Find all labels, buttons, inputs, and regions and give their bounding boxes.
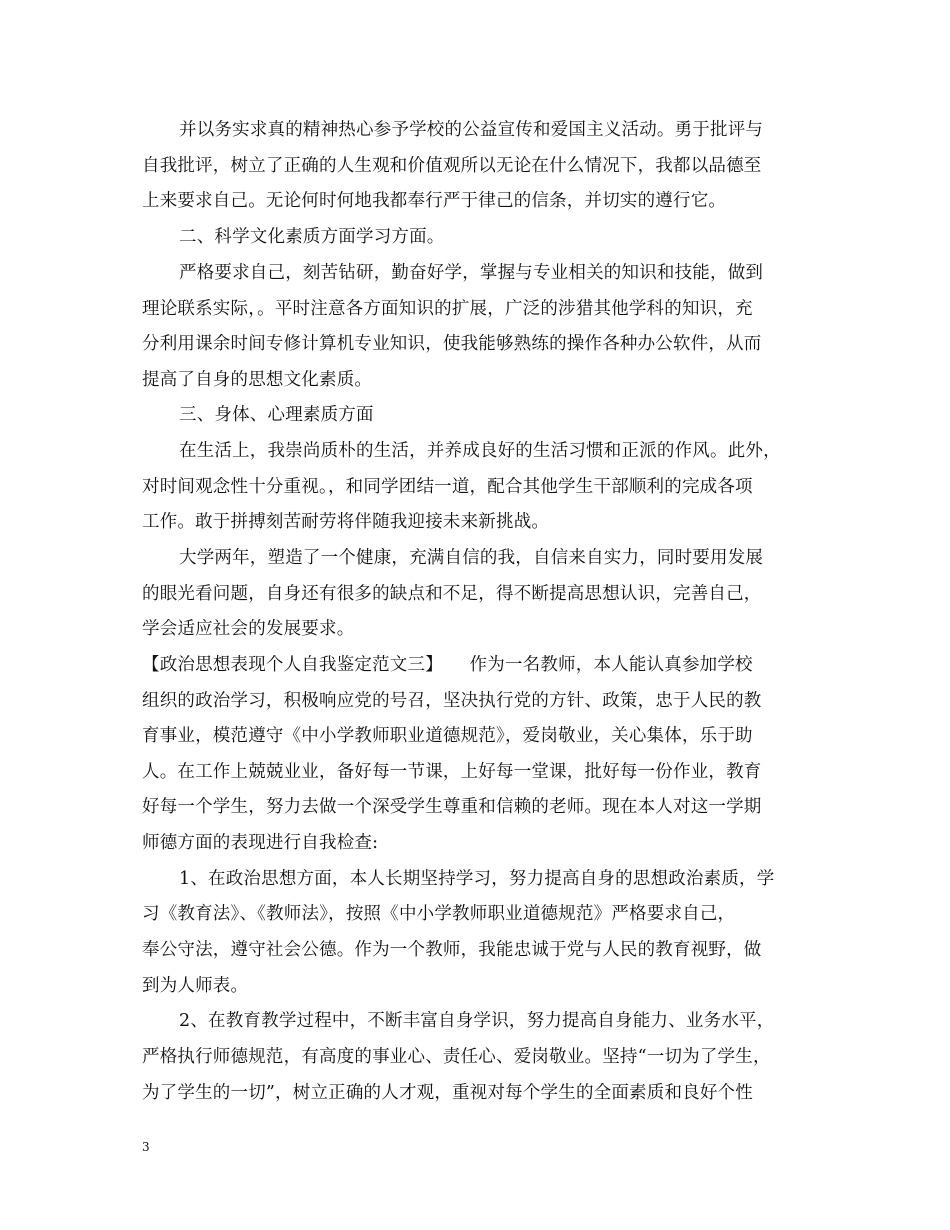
text-line: 并以务实求真的精神热心参予学校的公益宣传和爱国主义活动。勇于批评与: [179, 120, 764, 140]
text-line: 师德方面的表现进行自我检查:: [142, 833, 379, 853]
text-line: 奉公守法，遵守社会公德。作为一个教师，我能忠诚于党与人民的教育视野，做: [142, 940, 762, 960]
text-line: 大学两年，塑造了一个健康，充满自信的我，自信来自实力，同时要用发展: [179, 548, 764, 568]
text-line: 的眼光看问题，自身还有很多的缺点和不足，得不断提高思想认识，完善自己，: [142, 584, 762, 604]
text-line: 2、在教育教学过程中，不断丰富自身学识，努力提高自身能力、业务水平，: [179, 1011, 775, 1031]
section-heading: 二、科学文化素质方面学习方面。: [179, 227, 445, 247]
page-number: 3: [142, 1140, 150, 1154]
text-line: 对时间观念性十分重视。，和同学团结一道，配合其他学生干部顺利的完成各项: [142, 477, 753, 497]
text-line: 好每一个学生，努力去做一个深受学生尊重和信赖的老师。现在本人对这一学期: [142, 797, 762, 817]
text-line: 育事业，模范遵守《中小学教师职业道德规范》，爱岗敬业，关心集体，乐于助: [142, 726, 753, 746]
text-line: 分利用课余时间专修计算机专业知识，使我能够熟练的操作各种办公软件，从而: [142, 334, 762, 354]
text-line: 自我批评，树立了正确的人生观和价值观所以无论在什么情况下，我都以品德至: [142, 156, 762, 176]
text-line: 上来要求自己。无论何时何地我都奉行严于律己的信条，并切实的遵行它。: [142, 191, 727, 211]
text-line: 严格要求自己，刻苦钻研，勤奋好学，掌握与专业相关的知识和技能，做到: [179, 263, 764, 283]
text-line: 习《教育法》、《教师法》，按照《中小学教师职业道德规范》严格要求自己，: [142, 904, 736, 924]
text-line: 1、在政治思想方面，本人长期坚持学习，努力提高自身的思想政治素质，学: [179, 869, 775, 889]
article-title-line: 【政治思想表现个人自我鉴定范文三】 作为一名教师，本人能认真参加学校: [142, 655, 753, 675]
text-line: 提高了自身的思想文化素质。: [142, 370, 373, 390]
text-line: 为了学生的一切”，树立正确的人才观，重视对每个学生的全面素质和良好个性: [142, 1083, 753, 1103]
text-line: 严格执行师德规范，有高度的事业心、责任心、爱岗敬业。坚持“一切为了学生，: [142, 1047, 771, 1067]
section-heading: 三、身体、心理素质方面: [179, 405, 374, 425]
text-line: 理论联系实际，。平时注意各方面知识的扩展，广泛的涉猎其他学科的知识，充: [142, 299, 753, 319]
text-line: 组织的政治学习，积极响应党的号召，坚决执行党的方针、政策，忠于人民的教: [142, 691, 762, 711]
text-line: 工作。敢于拼搏刻苦耐劳将伴随我迎接未来新挑战。: [142, 512, 550, 532]
text-line: 到为人师表。: [142, 976, 249, 996]
text-line: 在生活上，我崇尚质朴的生活，并养成良好的生活习惯和正派的作风。此外，: [179, 441, 781, 461]
text-line: 人。在工作上兢兢业业，备好每一节课，上好每一堂课，批好每一份作业，教育: [142, 762, 762, 782]
text-line: 学会适应社会的发展要求。: [142, 619, 355, 639]
